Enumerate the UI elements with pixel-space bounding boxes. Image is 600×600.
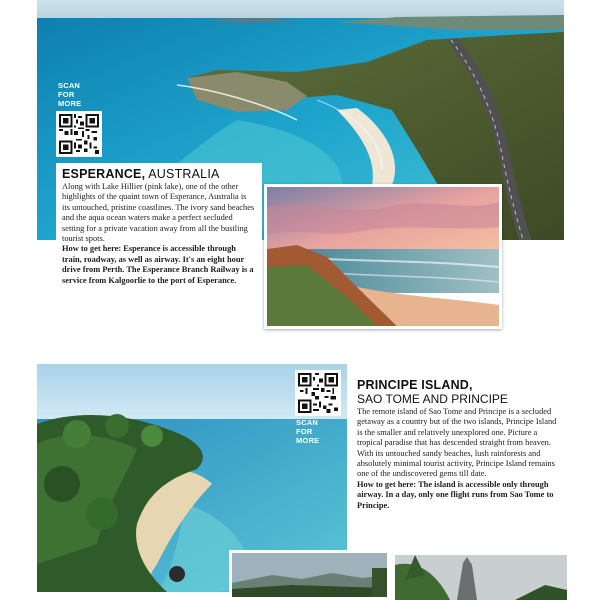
esperance-body: Along with Lake Hillier (pink lake), one of the other highlights of the quaint town of Esperance, Australia is its untouched, pristine coastlines. The ivory sand beaches and the aqua ocean waters make a perfect secluded setting for a private vacation away from all the bustling tourist spots. (62, 182, 255, 244)
esperance-sunset-beach-photo (264, 184, 502, 329)
principe-headline (357, 378, 563, 392)
qr-code-icon[interactable] (56, 111, 102, 157)
esperance-headline (62, 167, 256, 181)
esperance-country: AUSTRALIA (145, 167, 220, 181)
esperance-place: ESPERANCE, (62, 167, 146, 181)
principe-body: The remote island of Sao Tome and Principe is a secluded getaway as a country but of the two islands, Principe Island is the smaller and relatively unexplored one. Picture a tropical paradise that has descended straight from heaven. With its untouched sandy beaches, lush rainforests and absolutely minimal tourist activity, Principe Island remains one of the undiscovered gems till date. (357, 407, 557, 479)
principe-peak-photo (395, 555, 567, 600)
principe-how-to: How to get here: The island is accessible only through airway. In a day, only one flight runs from Sao Tome to Principe. (357, 479, 554, 510)
scan-for-more-label: SCAN FOR MORE (296, 418, 320, 445)
principe-place: PRINCIPE ISLAND, (357, 378, 473, 392)
principe-landscape-photo (229, 550, 390, 600)
esperance-how-to: How to get here: Esperance is accessible through train, roadway, as well as airway. It's an eight hour drive from Perth. The Esperance Branch Railway is a service from Kalgoorlie to the port of Esperance. (62, 244, 254, 285)
esperance-article (56, 163, 262, 325)
scan-for-more-label: SCAN FOR MORE (58, 81, 82, 108)
principe-country: SAO TOME AND PRINCIPE (357, 392, 508, 406)
principe-article (351, 378, 565, 548)
qr-code-icon[interactable] (295, 370, 341, 416)
